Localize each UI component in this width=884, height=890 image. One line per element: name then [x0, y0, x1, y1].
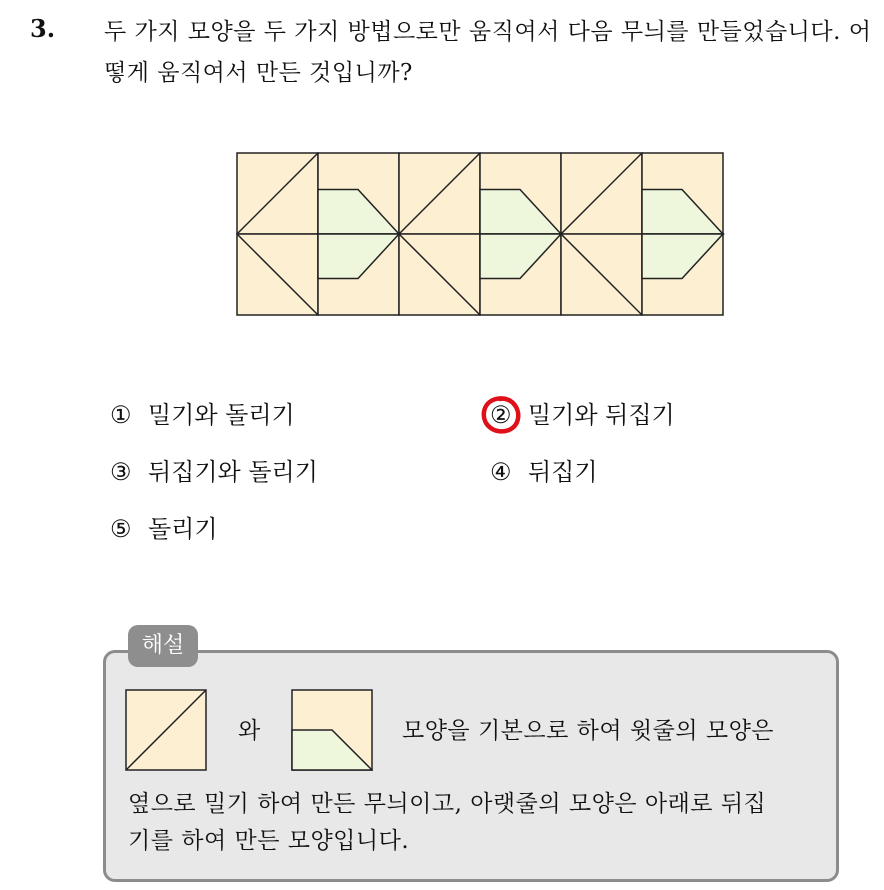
- explanation-line-1: 모양을 기본으로 하여 윗줄의 모양은: [402, 718, 775, 744]
- pattern-figure: [234, 150, 730, 320]
- choice-4[interactable]: [490, 455, 598, 489]
- answer-mark-circle: [478, 391, 526, 439]
- choice-2-number: ②: [490, 401, 512, 429]
- choice-2-label: 밀기와 뒤집기: [528, 401, 675, 429]
- choice-3[interactable]: [110, 455, 318, 489]
- choice-3-label: 뒤집기와 돌리기: [148, 458, 318, 486]
- choice-1-label: 밀기와 돌리기: [148, 401, 295, 429]
- question-text: 두 가지 모양을 두 가지 방법으로만 움직여서 다음 무늬를 만들었습니다. 어떻게 움직여서 만든 것입니까?: [104, 19, 872, 86]
- explanation-tab: 해설: [128, 625, 198, 667]
- basic-tile-triangle: [125, 689, 207, 771]
- question-number: 3.: [30, 14, 56, 43]
- explanation-connector: 와: [238, 718, 261, 744]
- choice-3-number: ③: [110, 458, 132, 486]
- explanation-line-2: 옆으로 밀기 하여 만든 무늬이고, 아랫줄의 모양은 아래로 뒤집: [128, 791, 767, 817]
- choice-4-label: 뒤집기: [528, 458, 598, 486]
- choice-5-number: ⑤: [110, 515, 132, 543]
- basic-tile-arrow: [291, 689, 373, 771]
- choice-5[interactable]: [110, 512, 218, 546]
- choice-4-number: ④: [490, 458, 512, 486]
- choice-1-number: ①: [110, 401, 132, 429]
- explanation-line-3: 기를 하여 만든 모양입니다.: [128, 828, 410, 854]
- choice-5-label: 돌리기: [148, 515, 218, 543]
- choice-1[interactable]: [110, 398, 295, 432]
